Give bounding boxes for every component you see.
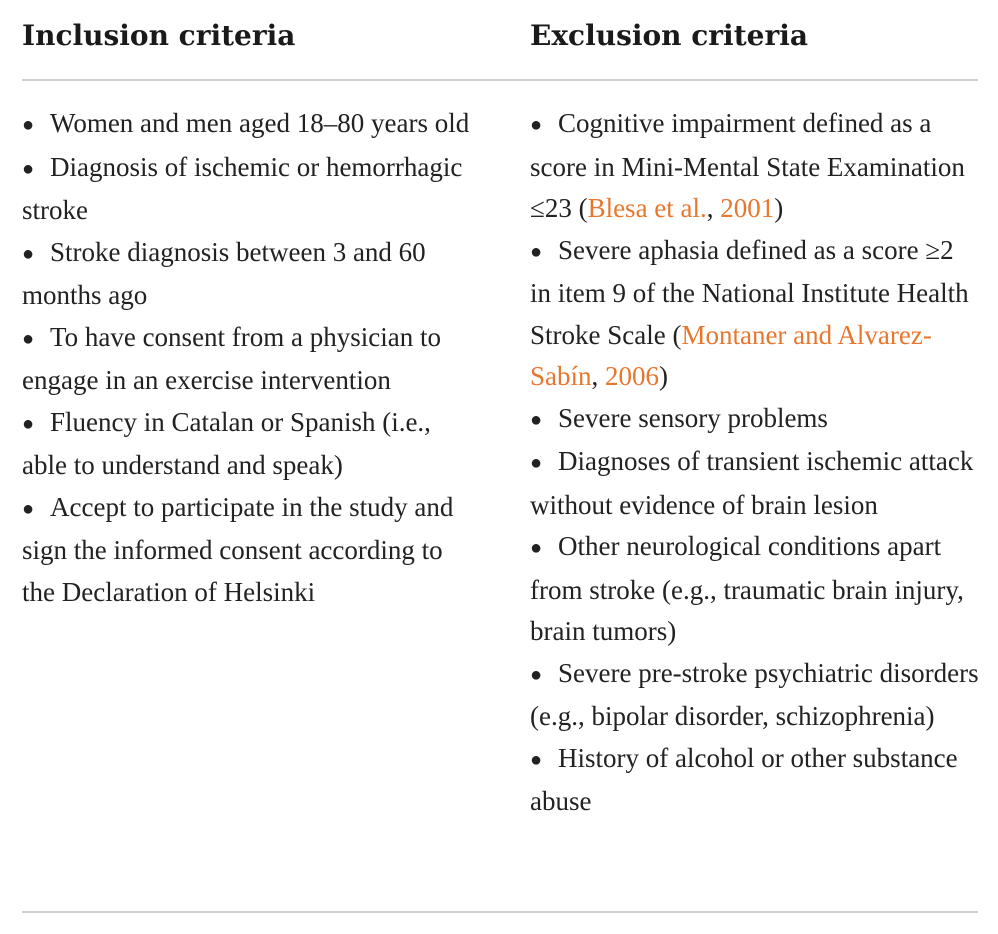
footer-rule [22, 911, 978, 913]
exclusion-item-cognitive [530, 103, 980, 230]
inclusion-item-text: To have consent from a physician to engage in an exercise intervention [22, 321, 441, 395]
bullet-icon: ● [22, 114, 35, 136]
bullet-icon: ● [530, 240, 543, 263]
reference-separator: , [591, 361, 606, 391]
bullet-icon: ● [530, 114, 543, 136]
exclusion-item-text: Diagnoses of transient ischemic attack without evidence of brain lesion [530, 446, 974, 520]
inclusion-item [22, 487, 482, 614]
inclusion-item-text: Stroke diagnosis between 3 and 60 months ago [22, 236, 426, 310]
table-header [22, 14, 978, 64]
exclusion-item-text: Severe aphasia defined as a score ≥2 in item 9 of the National Institute Health Stroke Scale ( [530, 234, 969, 350]
exclusion-item-substance [530, 738, 980, 823]
bullet-icon: ● [530, 748, 543, 771]
exclusion-item-psychiatric [530, 653, 980, 738]
inclusion-item-text: Diagnosis of ischemic or hemorrhagic stroke [22, 151, 463, 225]
inclusion-item [22, 103, 482, 147]
reference-link-blesa[interactable]: Blesa et al. [587, 193, 707, 223]
closing-paren: ) [659, 361, 669, 391]
exclusion-item-tia [530, 441, 980, 526]
inclusion-item [22, 232, 482, 317]
reference-year-link-2006[interactable]: 2006 [605, 361, 660, 391]
reference-link-montaner[interactable]: Montaner and Alvarez-Sabín [530, 319, 932, 391]
reference-separator: , [706, 193, 721, 223]
inclusion-header: Inclusion criteria [22, 19, 296, 52]
bullet-icon: ● [22, 157, 35, 180]
exclusion-item-text: Cognitive impairment defined as a score in Mini-Mental State Examination ≤23 ( [530, 108, 965, 223]
inclusion-item-text: Accept to participate in the study and sign the informed consent according to the Declaration of Helsinki [22, 491, 454, 607]
exclusion-item-text: Severe sensory problems [558, 402, 828, 433]
exclusion-item-text: Severe pre-stroke psychiatric disorders (e.g., bipolar disorder, schizophrenia) [530, 657, 979, 731]
bullet-icon: ● [530, 537, 543, 559]
exclusion-column [530, 103, 980, 823]
bullet-icon: ● [22, 412, 35, 435]
bullet-icon: ● [22, 327, 35, 350]
criteria-table [22, 0, 978, 934]
exclusion-item-aphasia [530, 230, 980, 398]
inclusion-column [22, 103, 482, 613]
header-rule [22, 79, 978, 81]
exclusion-item-text: Other neurological conditions apart from stroke (e.g., traumatic brain injury, brain tumors) [530, 531, 964, 646]
inclusion-item [22, 402, 482, 487]
bullet-icon: ● [22, 242, 35, 265]
exclusion-item-sensory [530, 398, 980, 442]
exclusion-item-text: History of alcohol or other substance abuse [530, 742, 958, 816]
closing-paren: ) [774, 193, 784, 223]
reference-year-link-2001[interactable]: 2001 [720, 193, 775, 223]
exclusion-header: Exclusion criteria [530, 19, 808, 52]
bullet-icon: ● [22, 497, 35, 520]
bullet-icon: ● [530, 663, 543, 686]
inclusion-item-text: Women and men aged 18–80 years old [50, 108, 470, 138]
inclusion-item-text: Fluency in Catalan or Spanish (i.e., able to understand and speak) [22, 406, 431, 480]
inclusion-item [22, 317, 482, 402]
bullet-icon: ● [530, 408, 543, 431]
exclusion-item-neuro [530, 526, 980, 653]
inclusion-item [22, 147, 482, 232]
bullet-icon: ● [530, 452, 543, 474]
